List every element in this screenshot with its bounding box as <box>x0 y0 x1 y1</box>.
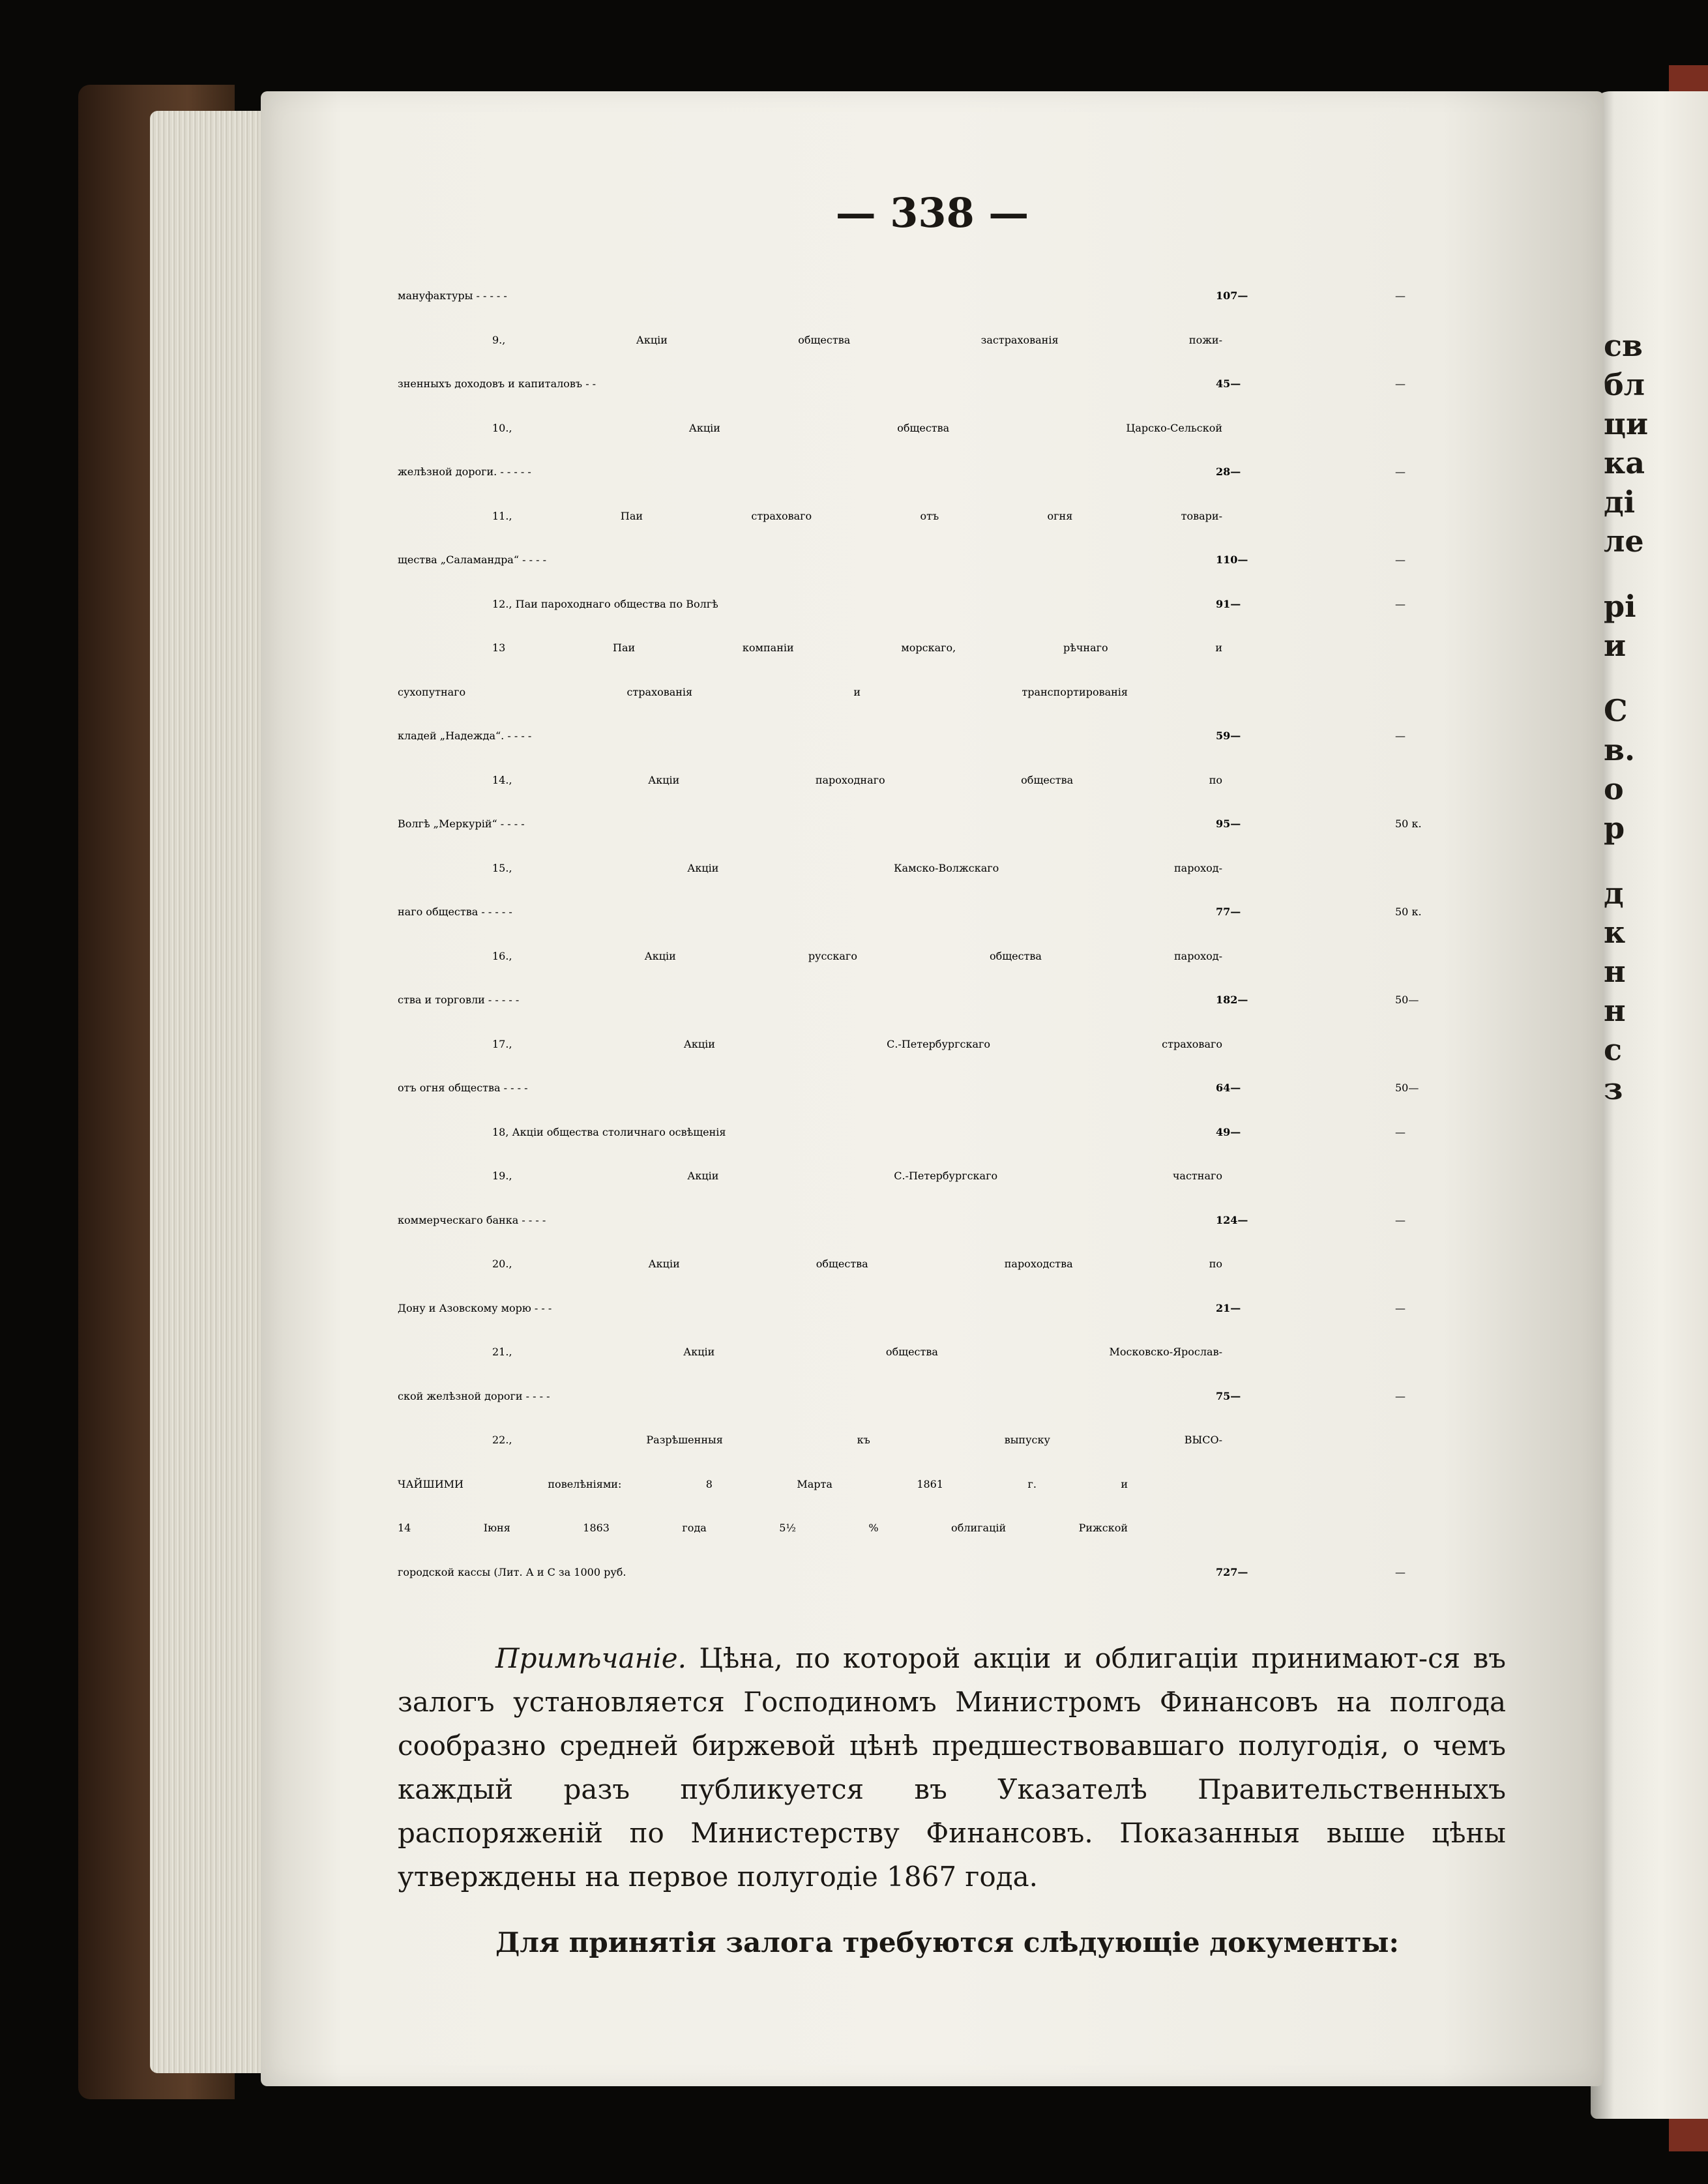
entry-line <box>398 1506 1493 1550</box>
list-item <box>398 1330 1493 1418</box>
entry-kopecks: — <box>1395 553 1406 566</box>
entry-kopecks: — <box>1395 597 1406 610</box>
note-text: Цѣна, по которой акціи и облигаціи принимают-ся въ залогъ установляется Господиномъ Министромъ Финансовъ на полгода сообразно средней биржевой цѣнѣ предшествовавшаго полугодія, о чемъ каждый разъ публикуется въ Указателѣ Правительственныхъ распоряженій по Министерству Финансовъ. Показанныя выше цѣны утверждены на первое полугодіе 1867 года. <box>398 1642 1506 1893</box>
entry-line <box>398 670 1493 715</box>
list-item <box>398 582 1493 627</box>
documents-heading: Для принятія залога требуются слѣдующіе документы: <box>495 1926 1400 1958</box>
page-number: — 338 — <box>835 189 1029 237</box>
entry-price: 28— <box>1216 465 1241 478</box>
right-page-fragment: н <box>1604 954 1626 989</box>
right-page-text-fragments <box>1604 326 1701 1108</box>
entry-text: 9., Акціи общества застрахованія пожи- <box>492 333 1222 346</box>
entry-price: 59— <box>1216 730 1241 742</box>
list-item <box>398 1022 1493 1110</box>
entry-text: 20., Акціи общества пароходства по <box>492 1258 1222 1270</box>
entry-text: щества „Саламандра“ - - - - <box>398 553 546 566</box>
entry-price: 49— <box>1216 1125 1241 1138</box>
entry-line <box>398 582 1493 627</box>
right-page-fragment: рі <box>1604 589 1636 624</box>
entry-price: 95— <box>1216 818 1241 830</box>
list-item <box>398 626 1493 758</box>
entry-line <box>398 714 1493 758</box>
entry-text: городской кассы (Лит. А и С за 1000 руб. <box>398 1565 626 1578</box>
entry-text: 19., Акціи С.-Петербургскаго частнаго <box>492 1170 1222 1182</box>
entry-kopecks: 50— <box>1395 994 1419 1006</box>
entry-text: 17., Акціи С.-Петербургскаго страховаго <box>492 1037 1222 1050</box>
list-item <box>398 934 1493 1022</box>
list-item <box>398 1242 1493 1330</box>
entry-text: ства и торговли - - - - - <box>398 994 520 1006</box>
entry-line <box>398 890 1493 934</box>
entry-line <box>398 1374 1493 1419</box>
entry-text: 18, Акціи общества столичнаго освѣщенія <box>492 1125 726 1138</box>
right-page-fragment <box>1604 561 1701 587</box>
entry-kopecks: — <box>1395 1389 1406 1402</box>
list-item <box>398 406 1493 494</box>
securities-list <box>398 274 1493 1594</box>
entry-text: кладей „Надежда“. - - - - <box>398 730 532 742</box>
entry-line <box>398 538 1493 582</box>
entry-line <box>398 934 1493 979</box>
entry-kopecks: 50 к. <box>1395 906 1422 918</box>
entry-kopecks: — <box>1395 730 1406 742</box>
entry-line <box>398 450 1493 494</box>
entry-kopecks: 50 к. <box>1395 818 1422 830</box>
entry-text: желѣзной дороги. - - - - - <box>398 465 531 478</box>
entry-kopecks: 50— <box>1395 1082 1419 1094</box>
entry-line <box>398 1198 1493 1243</box>
entry-text: 21., Акціи общества Московско-Ярослав- <box>492 1346 1222 1358</box>
list-item <box>398 1154 1493 1242</box>
entry-kopecks: — <box>1395 1565 1406 1578</box>
right-page-fragment <box>1604 665 1701 691</box>
right-page-fragment: ци <box>1604 406 1649 441</box>
entry-text: Дону и Азовскому морю - - - <box>398 1301 552 1314</box>
entry-price: 124— <box>1216 1213 1248 1226</box>
entry-line <box>398 978 1493 1022</box>
entry-line <box>398 1462 1493 1507</box>
entry-line <box>398 1110 1493 1155</box>
entry-line <box>398 1550 1493 1595</box>
entry-kopecks: — <box>1395 1125 1406 1138</box>
note-label: Примѣчаніе. <box>495 1642 686 1674</box>
list-item <box>398 758 1493 846</box>
entry-price: 107— <box>1216 289 1248 302</box>
entry-line <box>398 1418 1493 1462</box>
entry-text: 13 Паи компаніи морскаго, рѣчнаго и <box>492 642 1222 654</box>
right-page-fragment: з <box>1604 1071 1623 1106</box>
entry-kopecks: — <box>1395 289 1406 302</box>
note-paragraph <box>398 1636 1506 1898</box>
list-item <box>398 1418 1493 1594</box>
entry-text: 22., Разрѣшенныя къ выпуску ВЫСО- <box>492 1434 1222 1446</box>
list-item <box>398 318 1493 406</box>
entry-line <box>398 318 1493 362</box>
entry-line <box>398 362 1493 406</box>
entry-price: 45— <box>1216 377 1241 390</box>
entry-price: 91— <box>1216 597 1241 610</box>
right-page-fragment: бл <box>1604 367 1645 402</box>
entry-line <box>398 406 1493 450</box>
entry-kopecks: — <box>1395 1301 1406 1314</box>
entry-kopecks: — <box>1395 377 1406 390</box>
right-page-fragment: о <box>1604 771 1624 806</box>
list-item <box>398 846 1493 934</box>
list-item <box>398 274 1493 318</box>
entry-line <box>398 846 1493 891</box>
entry-text: 15., Акціи Камско-Волжскаго пароход- <box>492 861 1222 874</box>
entry-text: 12., Паи пароходнаго общества по Волгѣ <box>492 597 718 610</box>
right-page-fragment: н <box>1604 993 1626 1028</box>
right-page-fragment: ка <box>1604 445 1645 480</box>
entry-text: наго общества - - - - - <box>398 906 512 918</box>
right-page-fragment: и <box>1604 628 1627 663</box>
entry-line <box>398 758 1493 803</box>
entry-price: 77— <box>1216 906 1241 918</box>
entry-price: 182— <box>1216 994 1248 1006</box>
entry-price: 64— <box>1216 1082 1241 1094</box>
entry-text: сухопутнаго страхованія и транспортированія <box>398 685 1128 698</box>
entry-text: коммерческаго банка - - - - <box>398 1213 546 1226</box>
right-page-fragment: в. <box>1604 732 1635 767</box>
entry-kopecks: — <box>1395 465 1406 478</box>
entry-text: Волгѣ „Меркурій“ - - - - <box>398 818 525 830</box>
entry-line <box>398 1066 1493 1110</box>
right-page-fragment: д <box>1604 876 1624 911</box>
right-page-fragment: с <box>1604 1032 1623 1067</box>
right-page-fragment: С <box>1604 693 1628 728</box>
entry-text: мануфактуры - - - - - <box>398 289 507 302</box>
entry-line <box>398 274 1493 318</box>
entry-line <box>398 626 1493 670</box>
right-page-fragment: р <box>1604 810 1625 846</box>
entry-price: 110— <box>1216 553 1248 566</box>
entry-text: 16., Акціи русскаго общества пароход- <box>492 949 1222 962</box>
entry-kopecks: — <box>1395 1213 1406 1226</box>
entry-text: ЧАЙШИМИ повелѣніями: 8 Марта 1861 г. и <box>398 1477 1128 1490</box>
list-item <box>398 494 1493 582</box>
right-page-fragment: ле <box>1604 524 1644 559</box>
entry-price: 75— <box>1216 1389 1241 1402</box>
entry-line <box>398 1154 1493 1198</box>
entry-line <box>398 1242 1493 1286</box>
entry-text: отъ огня общества - - - - <box>398 1082 528 1094</box>
entry-text: ской желѣзной дороги - - - - <box>398 1389 550 1402</box>
right-page-fragment: св <box>1604 328 1643 363</box>
entry-text: 14 Іюня 1863 года 5½ % облигацій Рижской <box>398 1522 1128 1534</box>
entry-text: 10., Акціи общества Царско-Сельской <box>492 421 1222 434</box>
entry-line <box>398 494 1493 539</box>
entry-text: 14., Акціи пароходнаго общества по <box>492 773 1222 786</box>
entry-line <box>398 1330 1493 1374</box>
right-page-fragment: к <box>1604 915 1626 950</box>
right-page-fragment: ді <box>1604 484 1636 520</box>
entry-line <box>398 1286 1493 1331</box>
entry-text: зненныхъ доходовъ и капиталовъ - - <box>398 377 596 390</box>
entry-line <box>398 802 1493 846</box>
entry-price: 727— <box>1216 1565 1248 1578</box>
right-page-fragment <box>1604 848 1701 874</box>
entry-text: 11., Паи страховаго отъ огня товари- <box>492 509 1222 522</box>
entry-price: 21— <box>1216 1301 1241 1314</box>
list-item <box>398 1110 1493 1155</box>
entry-line <box>398 1022 1493 1067</box>
